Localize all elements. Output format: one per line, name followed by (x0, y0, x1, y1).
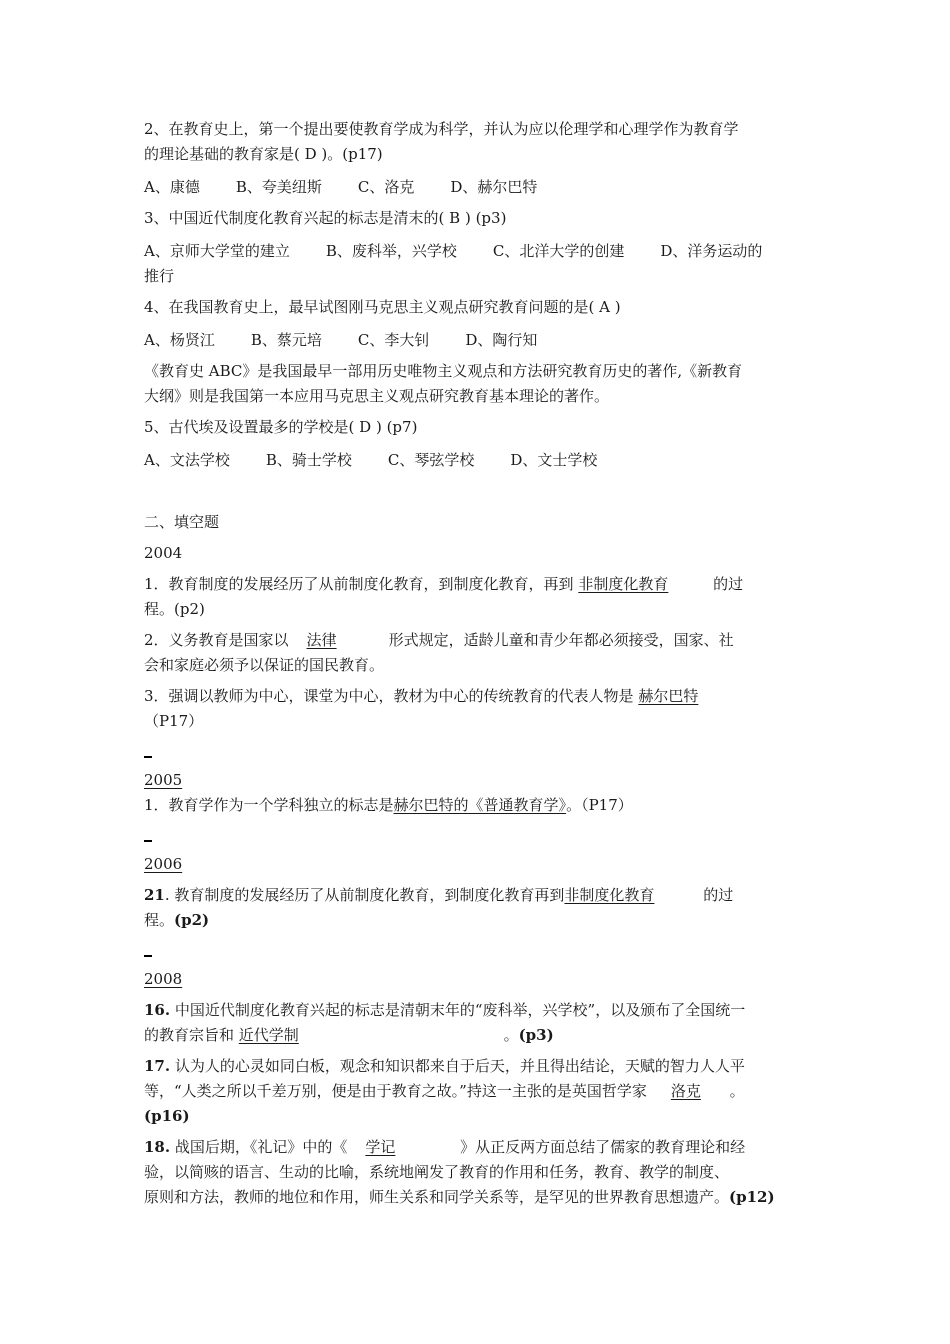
fill-2008-item-18-line-2: 验，以简赅的语言、生动的比喻，系统地阐发了教育的作用和任务，教育、教学的制度、 (144, 1163, 730, 1181)
option-c: C、北洋大学的创建 (492, 242, 625, 260)
fill-2008-item-17-cont: 等，“人类之所以千差万别，便是由于教育之故。”持这一主张的是英国哲学家 洛克 。 (144, 1082, 745, 1100)
answer-blank: 赫尔巴特 (638, 687, 699, 705)
fill-2004-item-2: 2．义务教育是国家以 法律 形式规定，适龄儿童和青少年都必须接受，国家、社 (144, 631, 734, 649)
fill-2004-item-1: 1．教育制度的发展经历了从前制度化教育，到制度化教育，再到 非制度化教育 的过 (144, 575, 744, 593)
answer-blank: 学记 (365, 1138, 396, 1156)
option-a: A、京师大学堂的建立 (144, 242, 290, 260)
question-3: 3、中国近代制度化教育兴起的标志是清末的( B ) (p3) (144, 209, 507, 227)
question-4-options (144, 328, 808, 353)
year-2005: 2005 (144, 771, 183, 789)
option-d: D、陶行知 (465, 331, 538, 349)
year-2004: 2004 (144, 544, 183, 562)
fill-2008-item-17: 17. 认为人的心灵如同白板，观念和知识都来自于后天，并且得出结论，天赋的智力人人平 (144, 1057, 745, 1075)
question-5: 5、古代埃及设置最多的学校是( D ) (p7) (144, 418, 418, 436)
option-d: D、文士学校 (510, 451, 598, 469)
fill-2004-item-2-cont: 会和家庭必须予以保证的国民教育。 (144, 656, 385, 674)
answer-blank: 非制度化教育 (564, 886, 655, 904)
question-2-line-2: 的理论基础的教育家是( D )。(p17) (144, 145, 383, 163)
fill-2004-item-3-cont: （P17） (144, 712, 204, 730)
section-marker (144, 955, 152, 957)
answer-blank: 非制度化教育 (578, 575, 669, 593)
fill-2004-item-1-cont: 程。(p2) (144, 600, 205, 618)
option-b: B、蔡元培 (250, 331, 322, 349)
option-d: D、洋务运动的 (660, 242, 763, 260)
year-2006: 2006 (144, 855, 183, 873)
fill-2005-item-1: 1．教育学作为一个学科独立的标志是赫尔巴特的《普通教育学》。（P17） (144, 796, 633, 814)
question-3-options (144, 239, 808, 264)
option-c: C、李大钊 (357, 331, 430, 349)
question-5-options (144, 448, 808, 473)
answer-blank: 洛克 (670, 1082, 701, 1100)
document-body (144, 117, 808, 1210)
question-2-options (144, 175, 808, 200)
section-marker (144, 756, 152, 758)
section-marker (144, 840, 152, 842)
option-a: A、杨贤江 (144, 331, 215, 349)
answer-blank: 法律 (306, 631, 337, 649)
option-b: B、骑士学校 (265, 451, 352, 469)
option-c: C、琴弦学校 (387, 451, 475, 469)
section-title: 二、填空题 (144, 513, 220, 531)
question-4-note-line-1: 《教育史 ABC》是我国最早一部用历史唯物主义观点和方法研究教育历史的著作,《新教育 (144, 362, 743, 380)
fill-2004-item-3: 3．强调以教师为中心，课堂为中心，教材为中心的传统教育的代表人物是 赫尔巴特 (144, 687, 699, 705)
option-b: B、废科举，兴学校 (325, 242, 457, 260)
fill-2006-item-21: 21. 教育制度的发展经历了从前制度化教育，到制度化教育再到非制度化教育 的过 (144, 886, 734, 904)
option-c: C、洛克 (357, 178, 415, 196)
year-2008: 2008 (144, 970, 183, 988)
answer-blank: 近代学制 (238, 1026, 299, 1044)
option-a: A、康德 (144, 178, 200, 196)
fill-2008-item-18: 18. 战国后期，《礼记》中的《 学记 》从正反两方面总结了儒家的教育理论和经 (144, 1138, 746, 1156)
question-3-option-wrap: 推行 (144, 267, 175, 285)
question-4-note-line-2: 大纲》则是我国第一本应用马克思主义观点研究教育基本理论的著作。 (144, 387, 610, 405)
fill-2008-item-18-line-3: 原则和方法，教师的地位和作用，师生关系和同学关系等，是罕见的世界教育思想遗产。(p12) (144, 1188, 775, 1206)
option-b: B、夸美纽斯 (235, 178, 322, 196)
answer-blank: 赫尔巴特的《普通教育学》 (393, 796, 567, 814)
fill-2006-item-21-cont: 程。(p2) (144, 911, 210, 929)
question-2-line-1: 2、在教育史上，第一个提出要使教育学成为科学，并认为应以伦理学和心理学作为教育学 (144, 120, 739, 138)
question-4: 4、在我国教育史上，最早试图刚马克思主义观点研究教育问题的是( A ) (144, 298, 621, 316)
option-d: D、赫尔巴特 (450, 178, 538, 196)
fill-2008-item-17-ref: (p16) (144, 1107, 190, 1125)
fill-2008-item-16: 16. 中国近代制度化教育兴起的标志是清朝末年的“废科举，兴学校”，以及颁布了全国统一 (144, 1001, 746, 1019)
fill-2008-item-16-cont: 的教育宗旨和 近代学制 。(p3) (144, 1026, 554, 1044)
option-a: A、文法学校 (144, 451, 230, 469)
